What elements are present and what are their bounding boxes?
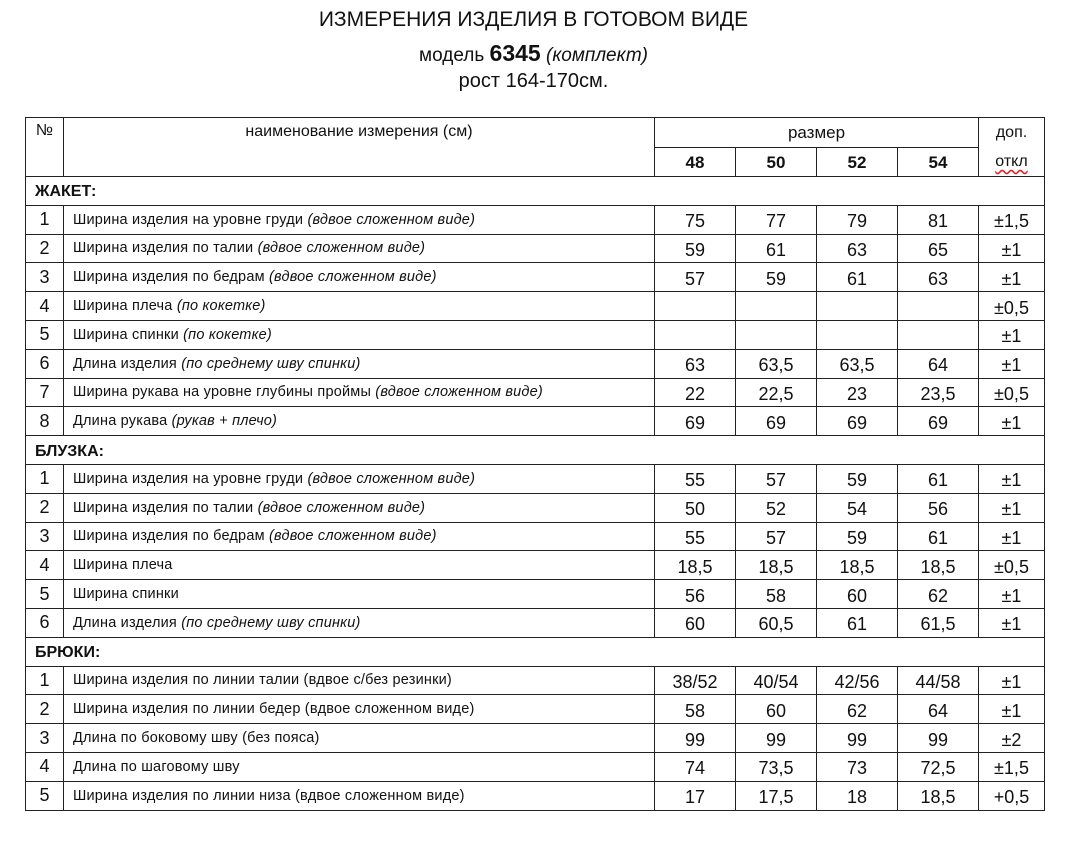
value-cell: 99 <box>898 724 979 753</box>
value-cell: 56 <box>655 580 736 609</box>
value-cell: 60,5 <box>736 608 817 637</box>
value-cell: 18,5 <box>736 551 817 580</box>
value-cell: 61 <box>817 263 898 292</box>
row-number: 1 <box>26 666 64 695</box>
value-cell <box>736 292 817 321</box>
measurement-label: Длина по шаговому шву <box>73 758 240 775</box>
value-cell: 69 <box>736 407 817 436</box>
value-cell <box>898 320 979 349</box>
measurement-label: Ширина изделия по бедрам <box>73 269 265 286</box>
measurement-note: (вдвое сложенном виде) <box>269 528 437 545</box>
value-cell: 23,5 <box>898 378 979 407</box>
value-cell <box>736 320 817 349</box>
tolerance-cell: ±2 <box>979 724 1045 753</box>
measurement-label: Ширина изделия по талии <box>73 499 254 516</box>
value-cell: 58 <box>736 580 817 609</box>
row-number: 5 <box>26 781 64 810</box>
measurement-name <box>64 781 655 810</box>
measurement-note: (по среднему шву спинки) <box>181 355 361 372</box>
value-cell <box>817 320 898 349</box>
size-header-48: 48 <box>655 147 736 177</box>
value-cell: 73 <box>817 752 898 781</box>
row-number: 5 <box>26 580 64 609</box>
measurement-name <box>64 378 655 407</box>
value-cell: 57 <box>736 522 817 551</box>
measurement-note: (вдвое сложенном виде) <box>257 240 426 257</box>
section-title: БЛУЗКА: <box>26 436 1045 465</box>
table-row <box>26 580 1045 609</box>
value-cell: 58 <box>655 695 736 724</box>
measurement-label: Длина изделия <box>73 355 177 372</box>
measurement-label: Ширина изделия на уровне груди <box>73 211 304 228</box>
value-cell: 99 <box>817 724 898 753</box>
table-row <box>26 666 1045 695</box>
value-cell: 72,5 <box>898 752 979 781</box>
value-cell: 17,5 <box>736 781 817 810</box>
value-cell: 18 <box>817 781 898 810</box>
value-cell <box>655 320 736 349</box>
measurement-name <box>64 493 655 522</box>
row-number: 4 <box>26 292 64 321</box>
table-row <box>26 695 1045 724</box>
size-header-54: 54 <box>898 147 979 177</box>
row-number: 4 <box>26 752 64 781</box>
measurement-name <box>64 608 655 637</box>
measurement-note: (вдвое сложенном виде) <box>307 470 476 487</box>
value-cell <box>898 292 979 321</box>
measurement-label: Ширина изделия по талии <box>73 240 254 257</box>
value-cell: 63,5 <box>736 349 817 378</box>
tolerance-cell: ±1 <box>979 407 1045 436</box>
value-cell: 60 <box>736 695 817 724</box>
tolerance-cell: ±1 <box>979 695 1045 724</box>
section-title: БРЮКИ: <box>26 637 1045 666</box>
value-cell: 63 <box>655 349 736 378</box>
value-cell: 18,5 <box>817 551 898 580</box>
measurement-label: Ширина рукава на уровне глубины проймы <box>73 384 372 401</box>
table-row <box>26 292 1045 321</box>
value-cell: 99 <box>736 724 817 753</box>
table-row <box>26 551 1045 580</box>
measurement-name <box>64 407 655 436</box>
tolerance-cell: ±1 <box>979 522 1045 551</box>
tolerance-cell: ±1 <box>979 349 1045 378</box>
tolerance-cell: ±1 <box>979 580 1045 609</box>
tolerance-cell: ±1 <box>979 234 1045 263</box>
row-number: 2 <box>26 695 64 724</box>
tolerance-cell: ±1,5 <box>979 752 1045 781</box>
header-row-top <box>26 118 1045 148</box>
table-row <box>26 349 1045 378</box>
row-number: 4 <box>26 551 64 580</box>
tolerance-cell: ±1 <box>979 464 1045 493</box>
measurement-name <box>64 695 655 724</box>
row-number: 1 <box>26 464 64 493</box>
value-cell: 22 <box>655 378 736 407</box>
value-cell: 17 <box>655 781 736 810</box>
value-cell: 62 <box>817 695 898 724</box>
column-size-header: размер <box>655 118 979 148</box>
value-cell: 18,5 <box>898 551 979 580</box>
table-row <box>26 378 1045 407</box>
value-cell: 56 <box>898 493 979 522</box>
value-cell: 61 <box>817 608 898 637</box>
value-cell <box>655 292 736 321</box>
value-cell: 64 <box>898 695 979 724</box>
row-number: 3 <box>26 263 64 292</box>
value-cell: 69 <box>655 407 736 436</box>
measurement-label: Ширина плеча <box>73 557 173 574</box>
value-cell: 59 <box>817 464 898 493</box>
value-cell: 75 <box>655 205 736 234</box>
measurement-label: Ширина плеча <box>73 298 173 315</box>
value-cell: 54 <box>817 493 898 522</box>
tolerance-header-line1: доп. <box>995 124 1028 141</box>
value-cell: 44/58 <box>898 666 979 695</box>
row-number: 6 <box>26 608 64 637</box>
measurement-note: (по кокетке) <box>176 298 266 315</box>
tolerance-cell: ±1 <box>979 608 1045 637</box>
value-cell: 63 <box>817 234 898 263</box>
measurement-name <box>64 205 655 234</box>
value-cell: 61 <box>898 522 979 551</box>
value-cell: 59 <box>817 522 898 551</box>
measurement-label: Длина по боковому шву (без пояса) <box>73 730 320 747</box>
model-note: (комплект) <box>546 45 648 66</box>
table-row <box>26 320 1045 349</box>
value-cell: 61 <box>898 464 979 493</box>
column-tolerance-header <box>979 118 1045 177</box>
table-row <box>26 608 1045 637</box>
value-cell: 63,5 <box>817 349 898 378</box>
value-cell: 42/56 <box>817 666 898 695</box>
row-number: 2 <box>26 234 64 263</box>
measurement-name <box>64 522 655 551</box>
measurement-label: Длина рукава <box>73 413 168 430</box>
value-cell: 69 <box>817 407 898 436</box>
value-cell: 40/54 <box>736 666 817 695</box>
value-cell: 64 <box>898 349 979 378</box>
value-cell: 65 <box>898 234 979 263</box>
table-row <box>26 407 1045 436</box>
value-cell: 57 <box>736 464 817 493</box>
row-number: 6 <box>26 349 64 378</box>
value-cell: 55 <box>655 464 736 493</box>
value-cell: 61,5 <box>898 608 979 637</box>
model-line <box>0 40 1067 67</box>
measurement-name <box>64 292 655 321</box>
measurement-label: Ширина спинки <box>73 586 179 603</box>
measurement-label: Ширина изделия на уровне груди <box>73 470 304 487</box>
measurement-name <box>64 724 655 753</box>
size-header-50: 50 <box>736 147 817 177</box>
measurement-label: Ширина изделия по линии бедер (вдвое сложенном виде) <box>73 701 475 718</box>
value-cell: 50 <box>655 493 736 522</box>
value-cell: 62 <box>898 580 979 609</box>
column-number-header: № <box>26 118 64 177</box>
row-number: 5 <box>26 320 64 349</box>
tolerance-cell: ±0,5 <box>979 378 1045 407</box>
measurement-name <box>64 551 655 580</box>
value-cell: 73,5 <box>736 752 817 781</box>
measurement-note: (вдвое сложенном виде) <box>269 269 437 286</box>
tolerance-cell: ±1 <box>979 493 1045 522</box>
column-name-header: наименование измерения (см) <box>64 118 655 177</box>
value-cell: 60 <box>655 608 736 637</box>
section-title: ЖАКЕТ: <box>26 177 1045 206</box>
value-cell: 99 <box>655 724 736 753</box>
tolerance-header-line2: откл <box>995 153 1028 170</box>
measurement-note: (вдвое сложенном виде) <box>307 211 476 228</box>
value-cell: 55 <box>655 522 736 551</box>
measurement-note: (по среднему шву спинки) <box>181 614 361 631</box>
value-cell: 18,5 <box>898 781 979 810</box>
value-cell: 23 <box>817 378 898 407</box>
value-cell: 74 <box>655 752 736 781</box>
section-row <box>26 436 1045 465</box>
measurement-name <box>64 580 655 609</box>
tolerance-cell: ±1,5 <box>979 205 1045 234</box>
tolerance-cell: ±0,5 <box>979 292 1045 321</box>
measurement-note: (рукав + плечо) <box>171 413 278 430</box>
table-row <box>26 493 1045 522</box>
table-row <box>26 781 1045 810</box>
measurements-table <box>25 117 1045 811</box>
height-range: рост 164-170см. <box>458 70 609 92</box>
measurement-note: (вдвое сложенном виде) <box>257 499 426 516</box>
value-cell <box>817 292 898 321</box>
value-cell: 38/52 <box>655 666 736 695</box>
value-cell: 60 <box>817 580 898 609</box>
tolerance-cell: +0,5 <box>979 781 1045 810</box>
table-row <box>26 234 1045 263</box>
value-cell: 81 <box>898 205 979 234</box>
measurement-note: (вдвое сложенном виде) <box>375 384 543 401</box>
value-cell: 52 <box>736 493 817 522</box>
table-row <box>26 522 1045 551</box>
measurement-label: Ширина изделия по линии низа (вдвое сложенном виде) <box>73 787 465 804</box>
tolerance-cell: ±0,5 <box>979 551 1045 580</box>
section-row <box>26 637 1045 666</box>
measurement-name <box>64 320 655 349</box>
measurement-label: Ширина изделия по линии талии (вдвое с/без резинки) <box>73 672 452 689</box>
value-cell: 18,5 <box>655 551 736 580</box>
table-row <box>26 205 1045 234</box>
value-cell: 59 <box>655 234 736 263</box>
measurement-label: Ширина спинки <box>73 326 179 343</box>
measurement-name <box>64 752 655 781</box>
table-row <box>26 263 1045 292</box>
value-cell: 57 <box>655 263 736 292</box>
value-cell: 69 <box>898 407 979 436</box>
value-cell: 79 <box>817 205 898 234</box>
tolerance-cell: ±1 <box>979 666 1045 695</box>
model-prefix: модель <box>419 45 485 66</box>
row-number: 2 <box>26 493 64 522</box>
value-cell: 63 <box>898 263 979 292</box>
measurement-note: (по кокетке) <box>183 326 272 343</box>
value-cell: 59 <box>736 263 817 292</box>
measurement-name <box>64 349 655 378</box>
document-title: ИЗМЕРЕНИЯ ИЗДЕЛИЯ В ГОТОВОМ ВИДЕ <box>318 8 749 31</box>
size-header-52: 52 <box>817 147 898 177</box>
measurement-name <box>64 234 655 263</box>
value-cell: 22,5 <box>736 378 817 407</box>
table-row <box>26 752 1045 781</box>
measurement-name <box>64 263 655 292</box>
value-cell: 77 <box>736 205 817 234</box>
row-number: 3 <box>26 522 64 551</box>
row-number: 7 <box>26 378 64 407</box>
row-number: 3 <box>26 724 64 753</box>
measurement-name <box>64 666 655 695</box>
table-row <box>26 464 1045 493</box>
table-row <box>26 724 1045 753</box>
value-cell: 61 <box>736 234 817 263</box>
tolerance-cell: ±1 <box>979 320 1045 349</box>
measurement-label: Ширина изделия по бедрам <box>73 528 265 545</box>
tolerance-cell: ±1 <box>979 263 1045 292</box>
measurement-name <box>64 464 655 493</box>
section-row <box>26 177 1045 206</box>
model-number: 6345 <box>489 40 541 66</box>
row-number: 8 <box>26 407 64 436</box>
row-number: 1 <box>26 205 64 234</box>
measurement-label: Длина изделия <box>73 614 177 631</box>
